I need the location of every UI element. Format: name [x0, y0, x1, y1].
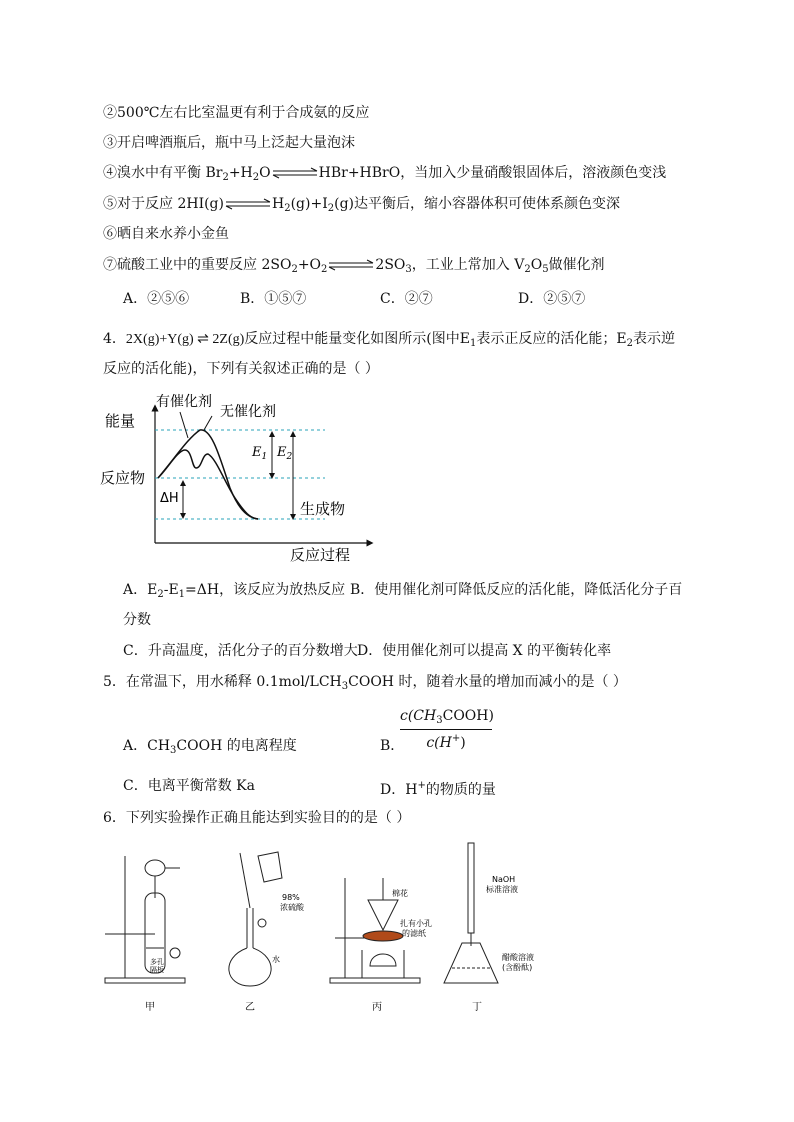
q4-option-b-cont: 分数: [123, 612, 151, 628]
statement-6: ⑥晒自来水养小金鱼: [103, 226, 229, 242]
phth-label: (含酚酞): [502, 963, 533, 972]
vinegar-label: 醋酸溶液: [502, 953, 534, 962]
std-label: 标准溶液: [486, 885, 518, 894]
q5-option-c[interactable]: C．电离平衡常数 Ka: [123, 778, 255, 794]
paper-label-2: 的滤纸: [402, 929, 426, 938]
apparatus-yi: [229, 852, 282, 986]
q5-option-b[interactable]: B．: [380, 738, 405, 754]
catalyst-pointer: [180, 412, 188, 438]
dh-label: ΔH: [160, 491, 179, 506]
naoh-label: NaOH: [492, 875, 516, 884]
no-catalyst-pointer: [204, 416, 212, 430]
no-catalyst-label: 无催化剂: [220, 404, 276, 420]
q5-option-a[interactable]: A．$CH_3COOH$ 的电离程度: [123, 738, 297, 756]
y-axis-label: 能量: [105, 412, 136, 430]
porous-label: 多孔: [150, 958, 164, 966]
q6-stem: 6．下列实验操作正确且能达到实验目的的是（ ）: [103, 810, 411, 826]
catalyst-label: 有催化剂: [156, 394, 212, 410]
e1-label: $E_1$: [252, 445, 268, 462]
statement-3: ③开启啤酒瓶后，瓶中马上泛起大量泡沫: [103, 135, 355, 151]
acid-label: 浓硫酸: [280, 903, 304, 912]
q3-option-c[interactable]: C．②⑦: [380, 291, 433, 307]
catalyzed-curve: [158, 450, 258, 519]
apparatus-figure: [100, 838, 560, 1018]
cotton-label: 棉花: [392, 889, 408, 898]
q4-stem: 4．2X(g)+Y(g) ⇌ 2Z(g)反应过程中能量变化如图所示(图中$E_1$表示正反应的活化能；$E_2$表示逆: [103, 331, 675, 349]
q5-fraction: $c(CH_3COOH)$ c(H+): [400, 708, 494, 751]
energy-diagram: [100, 388, 380, 568]
x-axis-label: 反应过程: [290, 546, 351, 564]
equilibrium-arrow-icon: [327, 259, 375, 271]
q4-option-c[interactable]: C．升高温度，活化分子的百分数增大: [123, 643, 358, 659]
q4-stem-line2: 反应的活化能)，下列有关叙述正确的是（ ）: [103, 361, 379, 377]
q3-option-b[interactable]: B．①⑤⑦: [240, 291, 307, 307]
statement-5: ⑤对于反应 2HI(g) $H_2(g)+I_2(g)$达平衡后，缩小容器体积可使体系颜色变深: [103, 196, 620, 214]
q5-stem: 5．在常温下，用水稀释 $0.1mol/LCH_3COOH$ 时，随着水量的增加而减小的是（ ）: [103, 674, 627, 692]
plate-label: 隔板: [150, 966, 164, 974]
q4-option-b[interactable]: B．使用催化剂可降低反应的活化能，降低活化分子百: [350, 582, 683, 598]
q3-option-d[interactable]: D．②⑤⑦: [518, 291, 586, 307]
acid-pct-label: 98%: [282, 893, 300, 902]
caption-ding: 丁: [472, 1002, 482, 1013]
statement-4: ④溴水中有平衡 $Br_2+H_2O$ HBr+HBrO，当加入少量硝酸银固体后，溶液颜色变浅: [103, 165, 667, 183]
water-label: 水: [272, 955, 280, 964]
caption-bing: 丙: [372, 1002, 382, 1013]
caption-yi: 乙: [245, 1002, 255, 1013]
e2-label: $E_2$: [277, 445, 293, 462]
apparatus-jia: [105, 856, 185, 983]
reactant-label: 反应物: [100, 469, 146, 487]
q4-option-a[interactable]: A．$E_2-E_1=\Delta H$，该反应为放热反应: [123, 582, 346, 600]
q5-option-d[interactable]: D．H+的物质的量: [380, 780, 496, 798]
caption-jia: 甲: [145, 1002, 155, 1013]
statement-2: ②500℃左右比室温更有利于合成氨的反应: [103, 105, 370, 121]
equilibrium-arrow-icon: [271, 167, 319, 179]
product-label: 生成物: [300, 500, 346, 518]
q4-option-d[interactable]: D．使用催化剂可以提高 X 的平衡转化率: [357, 643, 612, 659]
equilibrium-arrow-icon: [224, 198, 272, 210]
statement-7: ⑦硫酸工业中的重要反应 $2SO_2+O_2$ $2SO_3$，工业上常加入 $V_2O_5$做催化剂: [103, 257, 605, 275]
paper-label-1: 扎有小孔: [400, 919, 432, 928]
q3-option-a[interactable]: A．②⑤⑥: [123, 291, 190, 307]
apparatus-ding: [444, 843, 498, 983]
